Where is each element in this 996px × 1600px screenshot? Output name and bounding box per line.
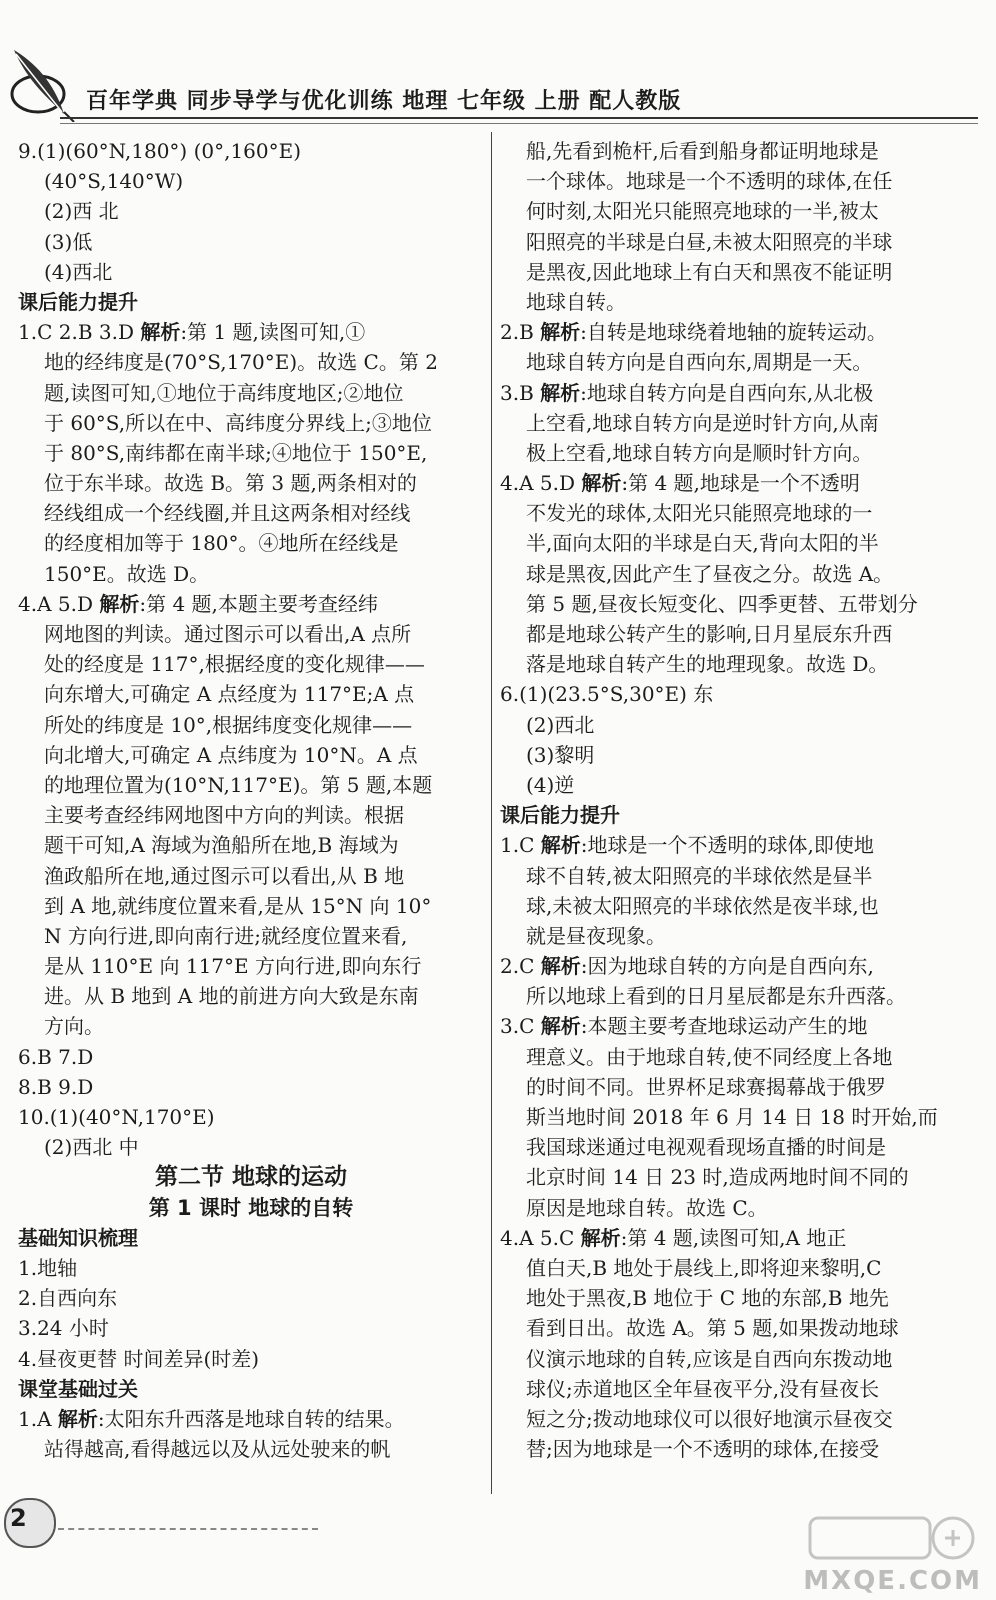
line-text: (4)西北 [44,259,113,284]
line-text: 仪演示地球的自转,应该是自西向东拨动地 [526,1346,893,1371]
line-text: 1.C 2.B 3.D [18,320,141,345]
line-text: 4.A 5.D [500,471,582,496]
left-column-line [18,317,484,347]
right-column-line [500,257,962,287]
line-text: 我国球迷通过电视观看现场直播的时间是 [526,1135,886,1160]
left-column-line [18,710,484,740]
line-text: 是黑夜,因此地球上有白天和黑夜不能证明 [526,259,893,284]
line-text-rest: :地球是一个不透明的球体,即使地 [580,833,874,858]
right-column-line [500,287,962,317]
left-column-line [18,951,484,981]
right-column-line [500,649,962,679]
right-column-line [500,1042,962,1072]
left-column-line [18,1132,484,1162]
line-text-rest: :本题主要考查地球运动产生的地 [580,1014,868,1039]
line-text: (2)西 北 [44,199,119,224]
line-text: 球,未被太阳照亮的半球依然是夜半球,也 [526,893,879,918]
line-text: 经线组成一个经线圈,并且这两条相对经线 [44,501,411,526]
right-column-line [500,1102,962,1132]
line-text: 一个球体。地球是一个不透明的球体,在任 [526,169,893,194]
line-text: 球仪;赤道地区全年昼夜平分,没有昼夜长 [526,1376,880,1401]
left-column-line [18,861,484,891]
left-column [18,136,484,1464]
right-column-line [500,1374,962,1404]
line-text: 4.A 5.D [18,591,100,616]
right-column-line [500,770,962,800]
left-column-line [18,800,484,830]
footer-dashed-line [58,1528,318,1530]
header-rule-thin [60,123,978,124]
line-text: 不发光的球体,太阳光只能照亮地球的一 [526,501,873,526]
line-text: 基础知识梳理 [18,1225,138,1250]
right-column-line [500,1283,962,1313]
left-column-line [18,528,484,558]
analysis-label: 解析 [540,380,581,405]
line-text: 北京时间 14 日 23 时,造成两地时间不同的 [526,1165,909,1190]
line-text-rest: :第 4 题,读图可知,A 地正 [620,1225,847,1250]
line-text: 课后能力提升 [500,803,620,828]
line-text: 9.(1)(60°N,180°) (0°,160°E) [18,139,302,163]
left-column-line [18,468,484,498]
left-column-line [18,830,484,860]
right-column-line [500,378,962,408]
page-header [0,0,996,130]
line-text: 船,先看到桅杆,后看到船身都证明地球是 [526,139,879,163]
line-text: (2)西北 中 [44,1135,139,1160]
analysis-label: 解析 [581,471,622,496]
line-text: 地处于黑夜,B 地位于 C 地的东部,B 地先 [526,1286,889,1311]
line-text: 2.自西向东 [18,1286,118,1311]
line-text: 3.C [500,1014,541,1039]
right-column-line [500,740,962,770]
left-column-line [18,196,484,226]
right-column-line [500,1313,962,1343]
analysis-label: 解析 [540,320,581,345]
line-text: 极上空看,地球自转方向是顺时针方向。 [526,440,873,465]
line-text: 落是地球自转产生的地理现象。故选 D。 [526,652,889,677]
line-text: 上空看,地球自转方向是逆时针方向,从南 [526,410,879,435]
line-text: N 方向行进,即向南行进;就经度位置来看, [44,923,408,948]
line-text: (40°S,140°W) [44,169,184,194]
right-column-line [500,1434,962,1464]
line-text: 到 A 地,就纬度位置来看,是从 15°N 向 10° [44,893,432,918]
left-column-line [18,498,484,528]
line-text-rest: :第 1 题,读图可知,① [180,320,366,345]
left-column-line [18,1283,484,1313]
left-column-line [18,1253,484,1283]
line-text: 3.B [500,380,541,405]
line-text: 所处的纬度是 10°,根据纬度变化规律—— [44,712,413,737]
line-text: (4)逆 [526,772,575,797]
page-number: 2 [10,1504,27,1532]
right-column-line [500,136,962,166]
line-text: 第 5 题,昼夜长短变化、四季更替、五带划分 [526,591,918,616]
left-column-line [18,408,484,438]
right-column-line [500,1132,962,1162]
analysis-label: 解析 [540,833,581,858]
analysis-label: 解析 [99,591,140,616]
line-text: 于 80°S,南纬都在南半球;④地位于 150°E, [44,440,428,465]
right-column-line [500,1011,962,1041]
line-text: (2)西北 [526,712,595,737]
line-text: 4.A 5.C [500,1225,581,1250]
line-text: 位于东半球。故选 B。第 3 题,两条相对的 [44,471,417,496]
header-title: 百年学典 同步导学与优化训练 地理 七年级 上册 配人教版 [86,89,682,114]
left-column-line [18,1344,484,1374]
line-text-rest: :第 4 题,本题主要考查经纬 [139,591,378,616]
line-text-rest: :地球自转方向是自西向东,从北极 [580,380,874,405]
line-text: 原因是地球自转。故选 C。 [526,1195,768,1220]
watermark [803,1514,982,1596]
line-text: 2.B [500,320,541,345]
line-text: 所以地球上看到的日月星辰都是东升西落。 [526,984,906,1009]
right-column-line [500,498,962,528]
left-column-line [18,257,484,287]
line-text: 10.(1)(40°N,170°E) [18,1105,215,1129]
right-column-line [500,1344,962,1374]
line-text: 网地图的判读。通过图示可以看出,A 点所 [44,622,412,646]
line-text: 1.C [500,833,541,858]
line-text: 2.C [500,954,541,979]
line-text-rest: :自转是地球绕着地轴的旋转运动。 [580,320,887,345]
analysis-label: 解析 [57,1406,98,1431]
left-column-line [18,981,484,1011]
left-column-line [18,347,484,377]
right-column-line [500,1072,962,1102]
line-text: (3)黎明 [526,742,595,767]
analysis-label: 解析 [540,954,581,979]
right-column-line [500,951,962,981]
line-text: 6.(1)(23.5°S,30°E) 东 [500,682,714,707]
line-text: 短之分;拨动地球仪可以很好地演示昼夜交 [526,1406,893,1431]
left-column-line [18,1042,484,1072]
line-text: 课堂基础过关 [18,1376,138,1401]
line-text: (3)低 [44,229,93,254]
line-text: 的时间不同。世界杯足球赛揭幕战于俄罗 [526,1074,886,1099]
left-column-line [18,921,484,951]
line-text: 向北增大,可确定 A 点纬度为 10°N。A 点 [44,742,418,767]
line-text: 4.昼夜更替 时间差异(时差) [18,1346,260,1371]
quill-logo-icon [4,42,96,122]
line-text: 3.24 小时 [18,1316,109,1341]
right-column-line [500,166,962,196]
line-text: 向东增大,可确定 A 点经度为 117°E;A 点 [44,682,415,707]
watermark-logo-icon [808,1514,978,1562]
left-column-line [18,559,484,589]
right-column-line [500,1404,962,1434]
line-text: 主要考查经纬网地图中方向的判读。根据 [44,803,404,828]
line-text: 替;因为地球是一个不透明的球体,在接受 [526,1437,880,1462]
left-column-line [18,1011,484,1041]
right-column-line [500,347,962,377]
right-column-line [500,1223,962,1253]
line-text: 于 60°S,所以在中、高纬度分界线上;③地位 [44,410,432,435]
left-column-line [18,287,484,317]
right-column-line [500,589,962,619]
line-text: 斯当地时间 2018 年 6 月 14 日 18 时开始,而 [526,1105,938,1129]
header-rule [60,117,978,119]
right-column-line [500,559,962,589]
analysis-label: 解析 [580,1225,621,1250]
right-column-line [500,891,962,921]
left-column-line [18,136,484,166]
left-column-line [18,1434,484,1464]
line-text: 站得越高,看得越远以及从远处驶来的帆 [44,1437,391,1462]
left-column-line [18,1162,484,1192]
left-column-line [18,589,484,619]
left-column-line [18,166,484,196]
left-column-line [18,619,484,649]
line-text: 的地理位置为(10°N,117°E)。第 5 题,本题 [44,772,433,797]
left-column-line [18,1374,484,1404]
line-text: 1.地轴 [18,1255,78,1280]
line-text: 地球自转。 [526,289,626,314]
left-column-line [18,1102,484,1132]
line-text: 球不自转,被太阳照亮的半球依然是昼半 [526,863,873,888]
right-column-line [500,1193,962,1223]
left-column-line [18,770,484,800]
line-text-rest: :因为地球自转的方向是自西向东, [580,954,874,979]
left-column-line [18,679,484,709]
line-text: 处的经度是 117°,根据经度的变化规律—— [44,652,425,677]
line-text: 值白天,B 地处于晨线上,即将迎来黎明,C [526,1255,882,1280]
line-text: 看到日出。故选 A。第 5 题,如果拨动地球 [526,1316,899,1341]
left-column-line [18,1072,484,1102]
right-column-line [500,861,962,891]
line-text: 8.B 9.D [18,1074,94,1099]
line-text: 题干可知,A 海域为渔船所在地,B 海域为 [44,833,399,858]
line-text: 渔政船所在地,通过图示可以看出,从 B 地 [44,863,405,888]
right-column-line [500,468,962,498]
right-column [500,136,962,1464]
line-text: 就是昼夜现象。 [526,923,666,948]
analysis-label: 解析 [540,1014,581,1039]
right-column-line [500,710,962,740]
line-text: 进。从 B 地到 A 地的前进方向大致是东南 [44,984,419,1009]
right-column-line [500,438,962,468]
line-text: 150°E。故选 D。 [44,561,210,586]
right-column-line [500,227,962,257]
page-footer [0,1490,996,1600]
line-text: 是从 110°E 向 117°E 方向行进,即向东行 [44,954,422,979]
line-text: 阳照亮的半球是白昼,未被太阳照亮的半球 [526,229,893,254]
right-column-line [500,830,962,860]
line-text: 第 1 课时 地球的自转 [148,1195,354,1220]
column-divider [491,132,492,1494]
watermark-url: MXQE.COM [803,1566,982,1596]
line-text: 方向。 [44,1014,104,1039]
left-column-line [18,1223,484,1253]
left-column-line [18,1193,484,1223]
line-text: 地球自转方向是自西向东,周期是一天。 [526,350,873,375]
line-text: 的经度相加等于 180°。④地所在经线是 [44,531,399,556]
right-column-line [500,921,962,951]
line-text: 第二节 地球的运动 [154,1164,347,1191]
left-column-line [18,740,484,770]
left-column-line [18,1404,484,1434]
analysis-label: 解析 [140,320,181,345]
line-text: 1.A [18,1406,58,1431]
left-column-line [18,649,484,679]
right-column-line [500,800,962,830]
left-column-line [18,438,484,468]
right-column-line [500,1253,962,1283]
line-text: 何时刻,太阳光只能照亮地球的一半,被太 [526,199,879,224]
right-column-line [500,619,962,649]
right-column-line [500,317,962,347]
line-text: 都是地球公转产生的影响,日月星辰东升西 [526,622,893,646]
right-column-line [500,408,962,438]
right-column-line [500,981,962,1011]
right-column-line [500,679,962,709]
line-text: 半,面向太阳的半球是白天,背向太阳的半 [526,531,879,556]
right-column-line [500,196,962,226]
line-text: 理意义。由于地球自转,使不同经度上各地 [526,1044,893,1069]
line-text-rest: :第 4 题,地球是一个不透明 [621,471,860,496]
right-column-line [500,528,962,558]
left-column-line [18,378,484,408]
left-column-line [18,891,484,921]
right-column-line [500,1162,962,1192]
line-text: 课后能力提升 [18,289,138,314]
line-text: 6.B 7.D [18,1044,94,1069]
line-text: 球是黑夜,因此产生了昼夜之分。故选 A。 [526,561,894,586]
line-text: 地的经纬度是(70°S,170°E)。故选 C。第 2 [44,350,438,375]
line-text: 题,读图可知,①地位于高纬度地区;②地位 [44,380,404,405]
left-column-line [18,1313,484,1343]
line-text-rest: :太阳东升西落是地球自转的结果。 [97,1406,405,1431]
left-column-line [18,227,484,257]
